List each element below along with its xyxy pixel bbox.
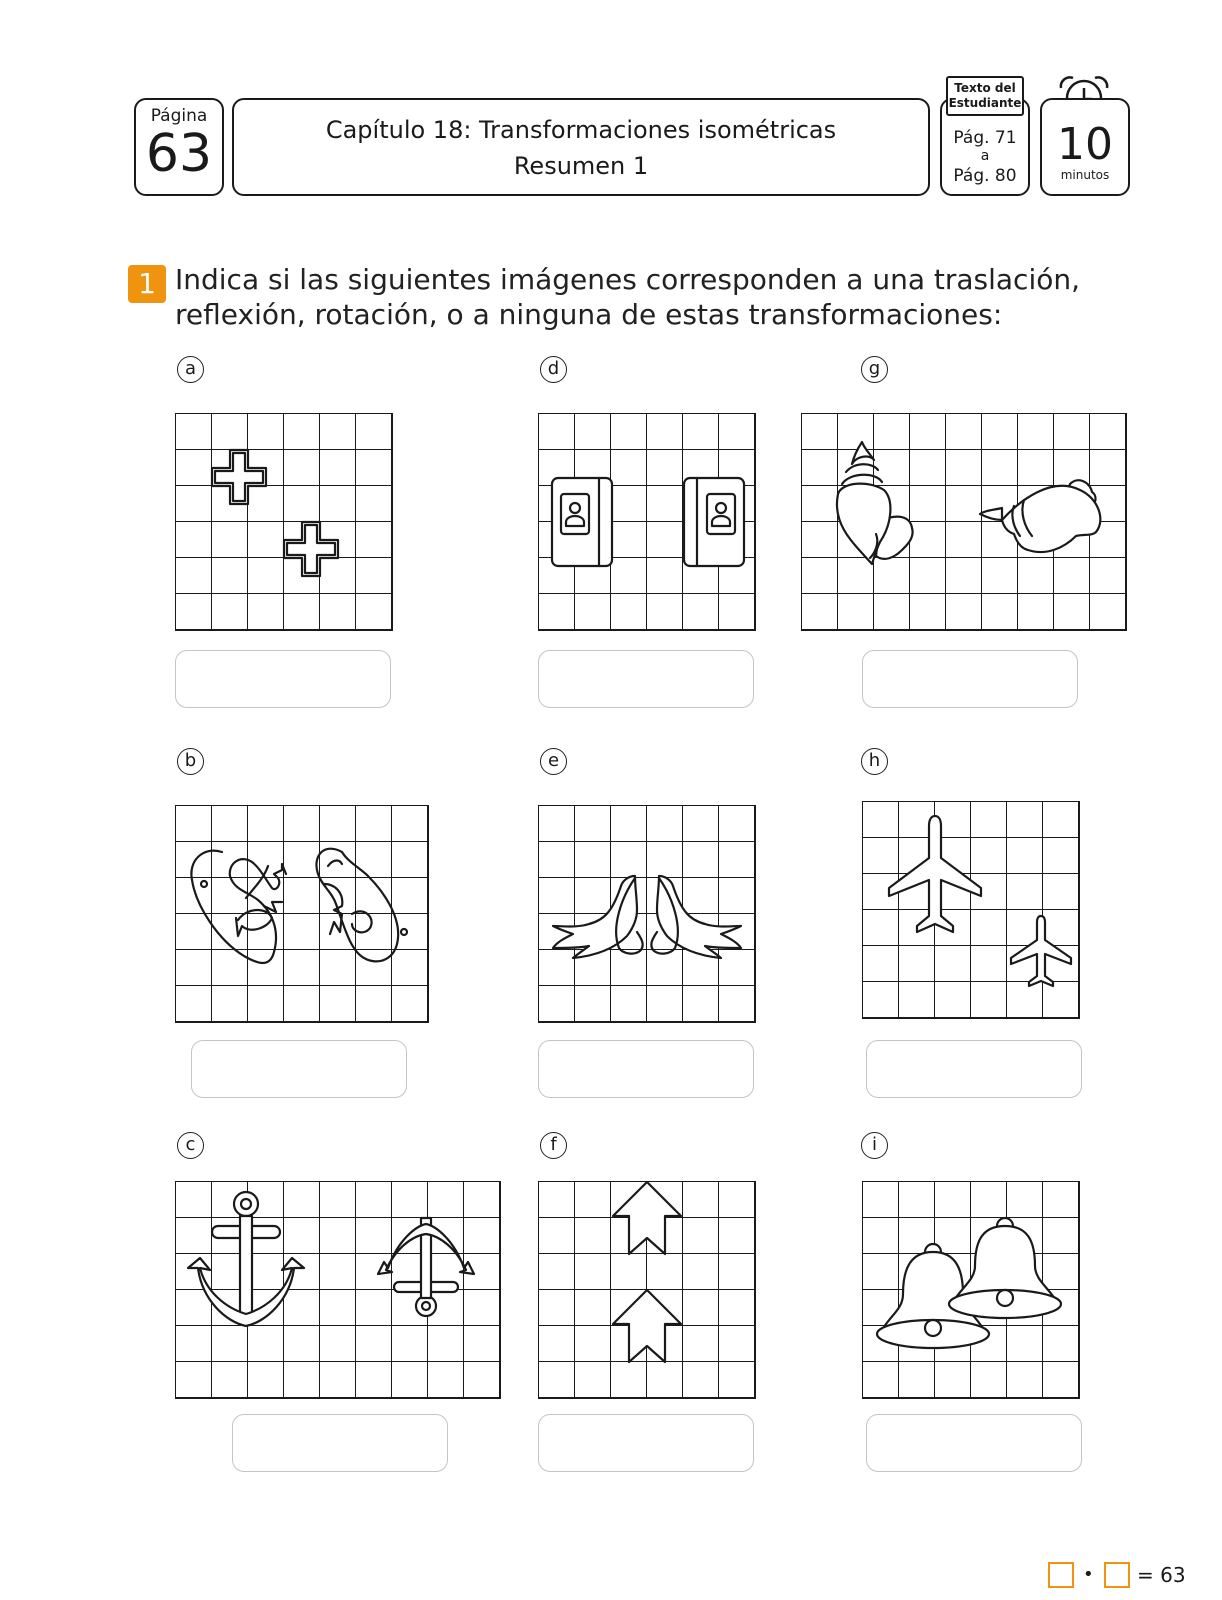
answer-box-f[interactable] [538, 1414, 754, 1472]
question-number-badge: 1 [128, 265, 166, 303]
answer-box-d[interactable] [538, 650, 754, 708]
bell-figures [863, 1182, 1079, 1398]
contact-book-icon [552, 478, 612, 566]
item-letter-c: c [177, 1132, 204, 1159]
cross-figures [176, 414, 392, 630]
cross-icon [284, 522, 338, 576]
question-text [175, 262, 1080, 332]
contact-book-icon [684, 478, 744, 566]
answer-box-c[interactable] [232, 1414, 448, 1472]
time-box [1040, 98, 1130, 196]
book-label-line2: Estudiante [948, 96, 1022, 110]
airplane-icon [889, 816, 981, 932]
airplane-icon [1011, 916, 1071, 986]
ref-to: Pág. 80 [953, 166, 1017, 186]
grid-a [175, 413, 393, 631]
dove-icon [651, 876, 741, 958]
book-icon [946, 76, 1024, 116]
item-letter-i: i [861, 1132, 888, 1159]
dove-figures [539, 806, 755, 1022]
item-letter-e: e [540, 748, 567, 775]
book-label-line1: Texto del [954, 81, 1016, 95]
answer-box-g[interactable] [862, 650, 1078, 708]
ref-sep: a [980, 148, 990, 164]
question-line2: reflexión, rotación, o a ninguna de estas transformaciones: [175, 298, 1003, 331]
grid-i [862, 1181, 1080, 1399]
item-letter-b: b [177, 748, 204, 775]
time-unit: minutos [1060, 168, 1110, 182]
item-letter-g: g [861, 356, 888, 383]
answer-box-i[interactable] [866, 1414, 1082, 1472]
grid-g [801, 413, 1127, 631]
item-letter-h: h [861, 748, 888, 775]
item-letter-f: f [540, 1132, 567, 1159]
bird-icon [316, 849, 407, 962]
bird-icon [191, 851, 286, 963]
item-letter-d: d [540, 356, 567, 383]
chapter-title-box [232, 98, 930, 196]
airplane-figures [863, 802, 1079, 1018]
blank-square-1[interactable] [1048, 1562, 1074, 1588]
arrow-up-icon [613, 1290, 681, 1362]
answer-box-a[interactable] [175, 650, 391, 708]
multiply-dot: • [1083, 1564, 1094, 1585]
grid-c [175, 1181, 501, 1399]
answer-box-e[interactable] [538, 1040, 754, 1098]
anchor-icon [378, 1218, 474, 1316]
ref-from: Pág. 71 [953, 128, 1017, 148]
page-number-box [134, 98, 224, 196]
seashell-icon [837, 442, 913, 564]
page-number: 63 [145, 124, 213, 184]
seashell-figures [802, 414, 1126, 630]
anchor-icon [188, 1192, 304, 1326]
footer-equation: = 63 [1137, 1563, 1186, 1587]
grid-e [538, 805, 756, 1023]
textbook-reference-box [940, 81, 1030, 196]
question-line1: Indica si las siguientes imágenes corresponden a una traslación, [175, 263, 1080, 296]
chapter-subtitle: Resumen 1 [513, 152, 649, 180]
grid-f [538, 1181, 756, 1399]
cross-icon [212, 450, 266, 504]
item-letter-a: a [177, 356, 204, 383]
chapter-title: Capítulo 18: Transformaciones isométricas [325, 116, 837, 144]
time-value: 10 [1057, 119, 1113, 170]
answer-box-b[interactable] [191, 1040, 407, 1098]
grid-b [175, 805, 429, 1023]
seashell-icon [980, 480, 1100, 552]
bird-figures [176, 806, 428, 1022]
answer-box-h[interactable] [866, 1040, 1082, 1098]
anchor-figures [176, 1182, 500, 1398]
grid-h [862, 801, 1080, 1019]
blank-square-2[interactable] [1104, 1562, 1130, 1588]
bell-icon [949, 1218, 1061, 1318]
grid-d [538, 413, 756, 631]
book-figures [539, 414, 755, 630]
arrow-figures [539, 1182, 755, 1398]
page-label: Página [150, 106, 208, 126]
dove-icon [553, 876, 643, 958]
arrow-up-icon [613, 1182, 681, 1254]
